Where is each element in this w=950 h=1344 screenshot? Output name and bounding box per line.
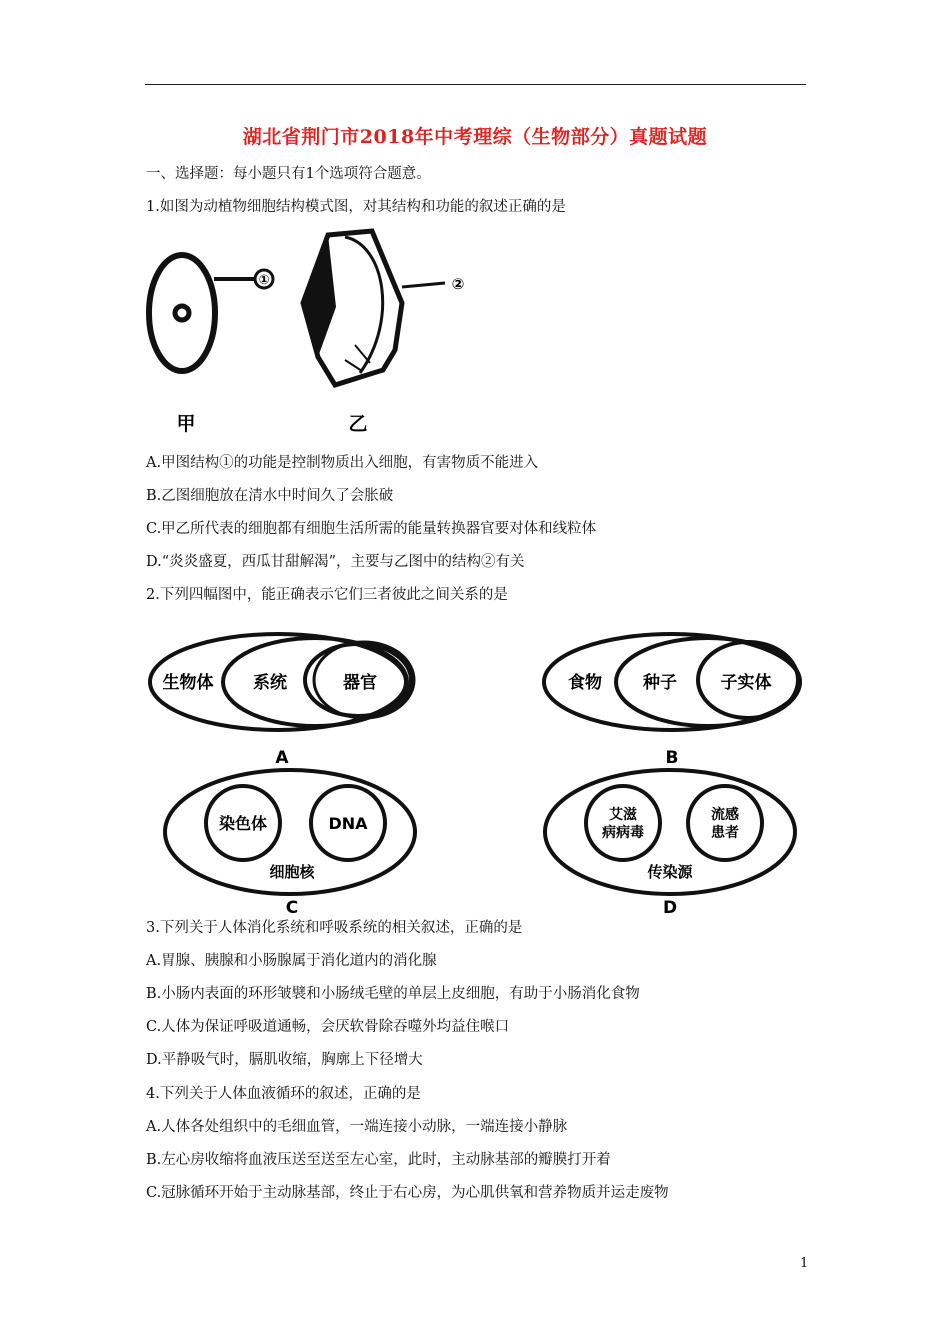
question-4-option-c: C.冠脉循环开始于主动脉基部，终止于右心房，为心肌供氧和营养物质并运走废物	[146, 1185, 669, 1201]
question-1-option-c: C.甲乙所代表的细胞都有细胞生活所需的能量转换器官要对体和线粒体	[146, 521, 597, 537]
document-title: 湖北省荆门市2018年中考理综（生物部分）真题试题	[242, 126, 708, 148]
diagram-b-letter: B	[665, 748, 679, 768]
question-1-option-d: D.“炎炎盛夏，西瓜甘甜解渴”，主要与乙图中的结构②有关	[146, 554, 525, 570]
diagram-d-right-line2: 患者	[711, 825, 739, 841]
question-1-stem: 1.如图为动植物细胞结构模式图，对其结构和功能的叙述正确的是	[146, 199, 566, 215]
diagram-b-middle-label: 种子	[643, 673, 677, 693]
diagram-d	[545, 770, 795, 918]
question-3-option-a: A.胃腺、胰腺和小肠腺属于消化道内的消化腺	[146, 953, 437, 969]
diagram-c-right-label: DNA	[328, 814, 368, 833]
diagram-c-outer-label: 细胞核	[269, 863, 315, 881]
question-3-option-c: C.人体为保证呼吸道通畅，会厌软骨除吞噬外均益住喉口	[146, 1019, 510, 1035]
question-3-option-b: B.小肠内表面的环形皱襞和小肠绒毛壁的单层上皮细胞，有助于小肠消化食物	[146, 986, 640, 1002]
diagram-a-inner-label: 器官	[343, 673, 377, 693]
diagram-d-left-line2: 病病毒	[602, 825, 644, 841]
question-1-option-a: A.甲图结构①的功能是控制物质出入细胞，有害物质不能进入	[146, 455, 539, 471]
relationship-diagrams-figure	[140, 620, 810, 920]
diagram-c	[165, 770, 415, 918]
diagram-c-letter: C	[285, 898, 299, 918]
header-rule	[145, 84, 806, 85]
diagram-d-letter: D	[662, 898, 678, 918]
diagram-a	[150, 634, 414, 768]
section-heading: 一、选择题：每小题只有1个选项符合题意。	[146, 166, 431, 182]
question-4-option-a: A.人体各处组织中的毛细血管，一端连接小动脉，一端连接小静脉	[146, 1119, 568, 1135]
diagram-c-left-label: 染色体	[218, 814, 268, 833]
diagram-d-outer-label: 传染源	[647, 863, 693, 881]
marker-1-label: ①	[258, 273, 270, 288]
question-2-stem: 2.下列四幅图中，能正确表示它们三者彼此之间关系的是	[146, 587, 508, 603]
diagram-b	[544, 634, 800, 768]
diagram-a-letter: A	[275, 748, 289, 768]
diagram-d-left-line1: 艾滋	[609, 807, 637, 823]
diagram-a-middle-label: 系统	[253, 673, 287, 693]
cell-a-label: 甲	[176, 413, 196, 435]
animal-cell-diagram	[149, 255, 273, 435]
question-4-option-b: B.左心房收缩将血液压送至送至左心室，此时，主动脉基部的瓣膜打开着	[146, 1152, 611, 1168]
cell-b-label: 乙	[348, 413, 368, 435]
cell-structure-figure	[140, 225, 500, 440]
question-3-stem: 3.下列关于人体消化系统和呼吸系统的相关叙述，正确的是	[146, 920, 523, 936]
marker-2-label: ②	[451, 275, 465, 293]
plant-cell-diagram	[303, 231, 464, 435]
page-number: 1	[800, 1256, 809, 1271]
question-1-option-b: B.乙图细胞放在清水中时间久了会胀破	[146, 488, 394, 504]
question-4-stem: 4.下列关于人体血液循环的叙述，正确的是	[146, 1086, 421, 1102]
diagram-a-outer-label: 生物体	[162, 673, 214, 693]
diagram-b-outer-label: 食物	[568, 673, 602, 693]
diagram-d-right-line1: 流感	[711, 807, 739, 823]
diagram-b-inner-label: 子实体	[720, 673, 772, 693]
question-3-option-d: D.平静吸气时，膈肌收缩，胸廓上下径增大	[146, 1052, 423, 1068]
